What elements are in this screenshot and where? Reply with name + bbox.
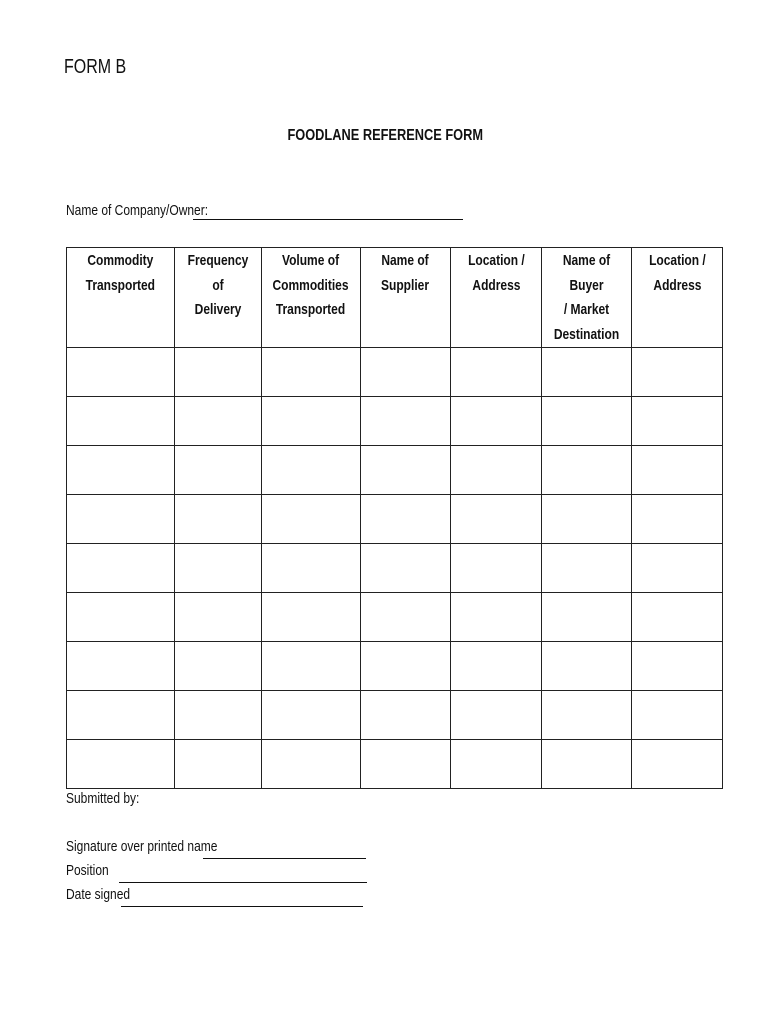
table-cell[interactable]: [632, 397, 723, 446]
table-row: [67, 348, 723, 397]
table-cell[interactable]: [175, 593, 262, 642]
table-cell[interactable]: [361, 397, 451, 446]
table-cell[interactable]: [262, 397, 361, 446]
table-cell[interactable]: [632, 691, 723, 740]
table-cell[interactable]: [175, 397, 262, 446]
signature-field[interactable]: [203, 838, 366, 859]
table-cell[interactable]: [67, 544, 175, 593]
table-cell[interactable]: [542, 642, 632, 691]
table-cell[interactable]: [632, 348, 723, 397]
column-header: Commodity Transported: [67, 248, 175, 348]
position-row: [66, 862, 119, 879]
table-cell[interactable]: [632, 740, 723, 789]
form-title: [0, 127, 770, 145]
table-row: [67, 544, 723, 593]
table-cell[interactable]: [262, 642, 361, 691]
table-cell[interactable]: [262, 544, 361, 593]
table-cell[interactable]: [67, 446, 175, 495]
table-row: [67, 495, 723, 544]
table-row: [67, 397, 723, 446]
table-cell[interactable]: [262, 740, 361, 789]
table-cell[interactable]: [451, 495, 542, 544]
table-cell[interactable]: [67, 348, 175, 397]
table-cell[interactable]: [451, 544, 542, 593]
table-cell[interactable]: [175, 495, 262, 544]
table-cell[interactable]: [175, 348, 262, 397]
submitted-by-label: Submitted by:: [66, 790, 140, 807]
table-row: [67, 740, 723, 789]
table-cell[interactable]: [67, 642, 175, 691]
table-cell[interactable]: [262, 593, 361, 642]
column-header: Name of Supplier: [361, 248, 451, 348]
table-cell[interactable]: [542, 397, 632, 446]
table-cell[interactable]: [451, 740, 542, 789]
table-cell[interactable]: [262, 495, 361, 544]
table-row: [67, 642, 723, 691]
signature-label: Signature over printed name: [66, 838, 218, 855]
table-cell[interactable]: [175, 691, 262, 740]
table-cell[interactable]: [262, 691, 361, 740]
form-title-text: FOODLANE REFERENCE FORM: [287, 127, 483, 144]
table-cell[interactable]: [542, 740, 632, 789]
table-cell[interactable]: [451, 642, 542, 691]
table-cell[interactable]: [175, 740, 262, 789]
table-cell[interactable]: [175, 446, 262, 495]
table-cell[interactable]: [542, 446, 632, 495]
table-cell[interactable]: [361, 740, 451, 789]
column-header: Location / Address: [632, 248, 723, 348]
table-header-row: [67, 248, 723, 348]
table-body: [67, 348, 723, 789]
table-cell[interactable]: [451, 691, 542, 740]
table-cell[interactable]: [542, 691, 632, 740]
column-header: Location / Address: [451, 248, 542, 348]
table-cell[interactable]: [542, 495, 632, 544]
table-cell[interactable]: [175, 544, 262, 593]
table-cell[interactable]: [451, 446, 542, 495]
table-cell[interactable]: [361, 495, 451, 544]
form-label-text: FORM B: [64, 56, 127, 78]
table-cell[interactable]: [451, 397, 542, 446]
table-cell[interactable]: [542, 544, 632, 593]
table-cell[interactable]: [451, 593, 542, 642]
table-cell[interactable]: [632, 642, 723, 691]
table-cell[interactable]: [262, 348, 361, 397]
table-row: [67, 691, 723, 740]
table-cell[interactable]: [361, 348, 451, 397]
table-cell[interactable]: [361, 446, 451, 495]
table-cell[interactable]: [67, 397, 175, 446]
column-header: Volume of Commodities Transported: [262, 248, 361, 348]
table-cell[interactable]: [632, 446, 723, 495]
table-cell[interactable]: [67, 593, 175, 642]
table-cell[interactable]: [361, 544, 451, 593]
position-label: Position: [66, 862, 109, 879]
table-cell[interactable]: [361, 593, 451, 642]
company-name-field[interactable]: [193, 198, 463, 220]
table-cell[interactable]: [451, 348, 542, 397]
table-cell[interactable]: [361, 642, 451, 691]
table-row: [67, 593, 723, 642]
table-cell[interactable]: [67, 691, 175, 740]
reference-table: [66, 247, 723, 789]
date-field[interactable]: [121, 886, 363, 907]
table-row: [67, 446, 723, 495]
table-cell[interactable]: [67, 740, 175, 789]
table-cell[interactable]: [262, 446, 361, 495]
column-header: Frequency of Delivery: [175, 248, 262, 348]
table-cell[interactable]: [361, 691, 451, 740]
table-cell[interactable]: [632, 544, 723, 593]
company-name-label: Name of Company/Owner:: [66, 202, 209, 219]
form-label: [64, 56, 142, 79]
table-cell[interactable]: [632, 495, 723, 544]
column-header: Name of Buyer / Market Destination: [542, 248, 632, 348]
table-cell[interactable]: [175, 642, 262, 691]
table-cell[interactable]: [542, 593, 632, 642]
table-cell[interactable]: [632, 593, 723, 642]
date-label: Date signed: [66, 886, 131, 903]
table-cell[interactable]: [67, 495, 175, 544]
table-cell[interactable]: [542, 348, 632, 397]
position-field[interactable]: [119, 862, 367, 883]
